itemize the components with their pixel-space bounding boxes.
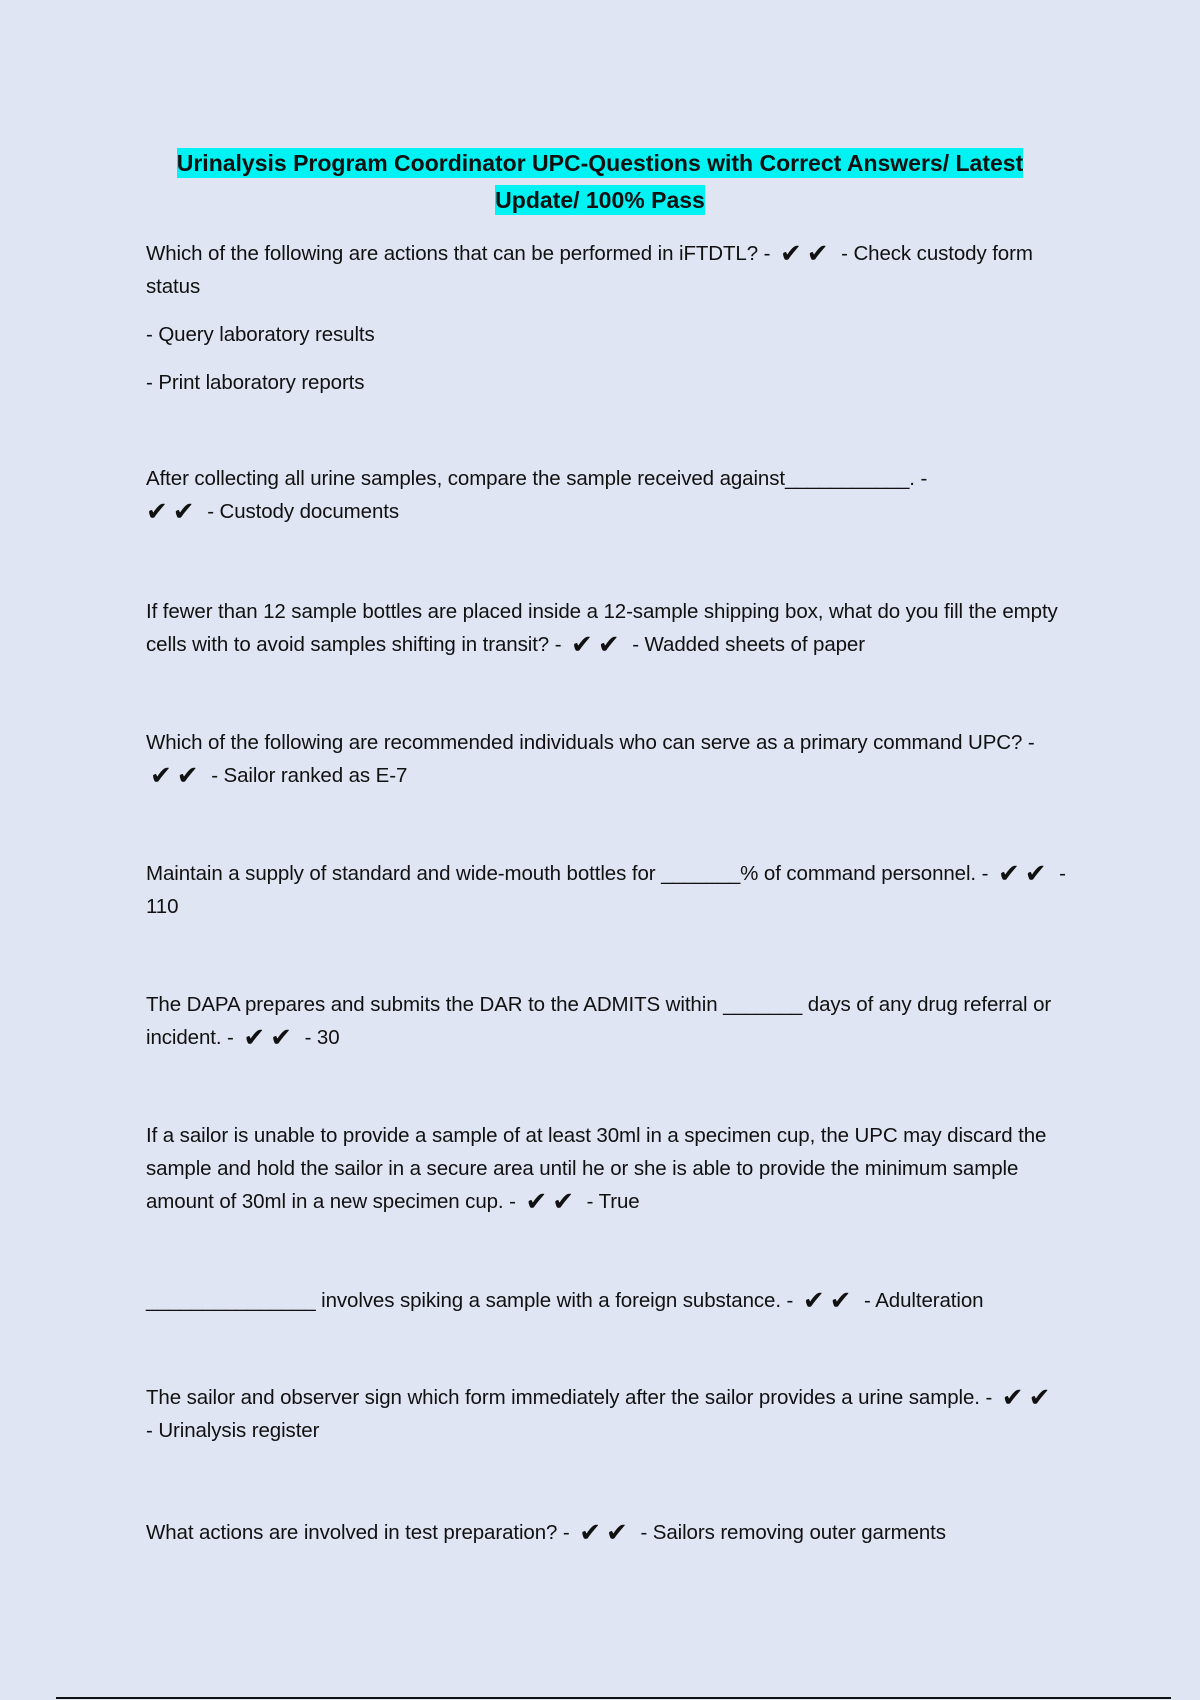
qa-item-3 [146,595,1066,661]
double-checkmark-icon: ✔✔ [150,761,204,791]
double-checkmark-icon: ✔✔ [779,239,834,269]
double-checkmark-icon: ✔✔ [146,497,200,527]
question-text: Which of the following are recommended individuals who can serve as a primary command UPC? - [146,731,1035,754]
question-text: If fewer than 12 sample bottles are placed inside a 12-sample shipping box, what do you fill the empty cells with to avoid samples shifting in transit? - [146,600,1058,656]
question-text: After collecting all urine samples, compare the sample received against___________. - [146,467,928,490]
qa-item-2 [146,462,1066,528]
qa-item-7 [146,1119,1066,1218]
qa-item-5 [146,857,1066,923]
question-text: Maintain a supply of standard and wide-mouth bottles for _______% of command personnel. - [146,862,989,885]
qa-item-8 [146,1284,1066,1317]
double-checkmark-icon: ✔✔ [571,630,625,660]
question-text: Which of the following are actions that can be performed in iFTDTL? - [146,242,771,265]
double-checkmark-icon: ✔✔ [802,1286,857,1316]
double-checkmark-icon: ✔✔ [579,1518,633,1548]
question-text: What actions are involved in test preparation? - [146,1521,570,1544]
answer-text: - Wadded sheets of paper [632,633,865,656]
answer-text: - Check custody form status [146,242,1033,298]
title-line-1: Urinalysis Program Coordinator UPC-Questions with Correct Answers/ Latest [176,150,1024,176]
double-checkmark-icon: ✔✔ [525,1187,580,1217]
double-checkmark-icon: ✔✔ [1001,1383,1056,1413]
question-text: The DAPA prepares and submits the DAR to the ADMITS within _______ days of any drug referral or incident. - [146,993,1052,1049]
double-checkmark-icon: ✔✔ [997,859,1052,889]
qa-item-1 [146,237,1066,399]
answer-text: - Adulteration [864,1289,984,1312]
footer-rule [56,1697,1171,1699]
answer-text: - True [586,1190,640,1213]
answer-text: - 110 [146,862,1066,918]
document-title [146,145,1054,219]
qa-item-4 [146,726,1066,792]
answer-text: - Sailors removing outer garments [640,1521,946,1544]
qa-item-6 [146,988,1066,1054]
question-text: _______________ involves spiking a sample with a foreign substance. - [146,1289,794,1312]
answer-text: - Urinalysis register [146,1419,320,1442]
answer-text: - Custody documents [207,500,399,523]
qa-item-9 [146,1381,1066,1447]
answer-extra-line: - Query laboratory results [146,323,375,346]
answer-extra-line: - Print laboratory reports [146,371,365,394]
answer-text: - Sailor ranked as E-7 [211,764,408,787]
question-text: If a sailor is unable to provide a sample of at least 30ml in a specimen cup, the UPC may discard the sample and hold the sailor in a secure area until he or she is able to provide the minimum sample amount of 30ml in a new specimen cup. - [146,1124,1047,1213]
question-text: The sailor and observer sign which form immediately after the sailor provides a urine sample. - [146,1386,993,1409]
qa-item-10 [146,1516,1066,1549]
title-line-2: Update/ 100% Pass [495,187,705,213]
answer-text: - 30 [304,1026,340,1049]
double-checkmark-icon: ✔✔ [243,1023,297,1053]
